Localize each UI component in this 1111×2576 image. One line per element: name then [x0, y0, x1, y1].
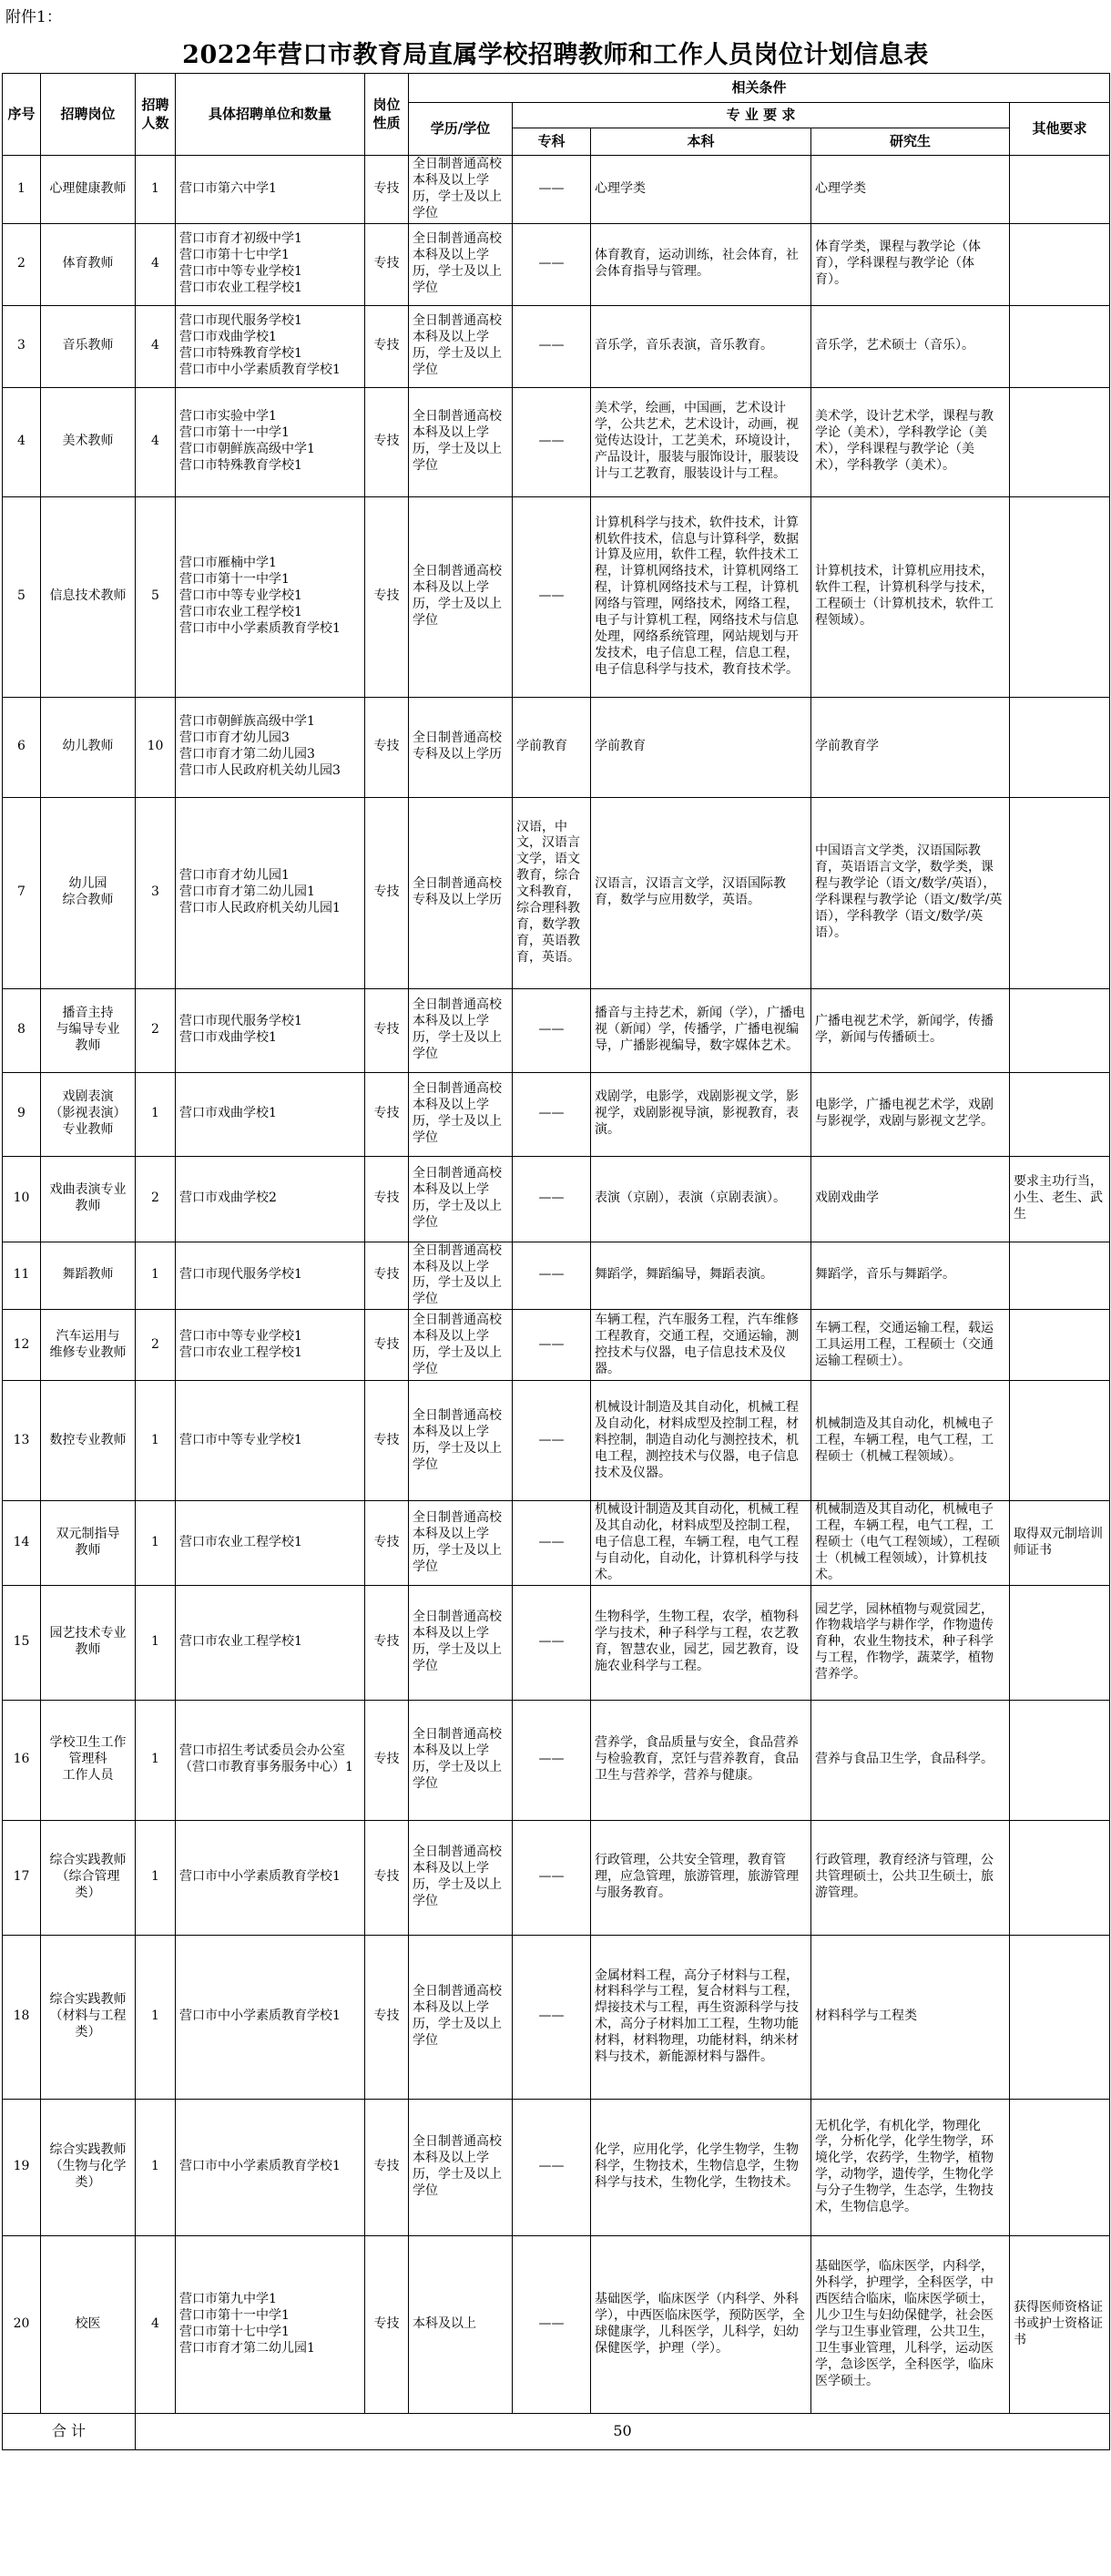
row-seq: 11: [3, 1242, 41, 1310]
row-seq: 17: [3, 1820, 41, 1935]
row-zhuanke: ——: [513, 1156, 591, 1242]
row-yanjiusheng: 材料科学与工程类: [811, 1935, 1010, 2099]
row-zhuanke: ——: [513, 305, 591, 387]
row-yanjiusheng: 美术学，设计艺术学，课程与教学论（美术），学科教学论（美术），学科课程与教学论（美术），学科教学（美术）。: [811, 387, 1010, 496]
row-yanjiusheng: 园艺学，园林植物与观赏园艺，作物栽培学与耕作学，作物遗传育种，农业生物技术，种子科学与工程，作物学，蔬菜学，植物营养学。: [811, 1585, 1010, 1700]
row-zhuanke: ——: [513, 1381, 591, 1501]
header-other: 其他要求: [1010, 103, 1110, 156]
table-row: [3, 1820, 1110, 1935]
row-count: 1: [136, 2099, 176, 2235]
row-zhuanke: ——: [513, 1820, 591, 1935]
row-yanjiusheng: 计算机技术，计算机应用技术，软件工程，计算机科学与技术，工程硕士（计算机技术，软件工程领域）。: [811, 496, 1010, 697]
row-zhuanke: ——: [513, 2099, 591, 2235]
row-count: 5: [136, 496, 176, 697]
row-benke: 机械设计制造及其自动化，机械工程及自动化，材料成型及控制工程，材料控制，制造自动化与测控技术，机电工程，测控技术与仪器，电子信息技术及仪器。: [591, 1381, 811, 1501]
row-benke: 音乐学，音乐表演，音乐教育。: [591, 305, 811, 387]
table-row: [3, 1501, 1110, 1586]
row-units: 营口市雁楠中学1 营口市第十一中学1 营口市中等专业学校1 营口市农业工程学校1 营口市中小学素质教育学校1: [176, 496, 365, 697]
row-nature: 专技: [365, 1585, 409, 1700]
row-position: 学校卫生工作 管理科 工作人员: [41, 1700, 136, 1820]
row-zhuanke: ——: [513, 1585, 591, 1700]
row-seq: 3: [3, 305, 41, 387]
row-other: [1010, 697, 1110, 797]
row-edu: 全日制普通高校专科及以上学历: [409, 797, 513, 988]
row-count: 1: [136, 1501, 176, 1586]
row-seq: 2: [3, 223, 41, 305]
header-count: 招聘 人数: [136, 74, 176, 156]
table-row: [3, 1935, 1110, 2099]
row-other: [1010, 1585, 1110, 1700]
row-nature: 专技: [365, 2235, 409, 2413]
row-yanjiusheng: 基础医学，临床医学，内科学，外科学，护理学，全科医学，中西医结合临床，临床医学硕士，儿少卫生与妇幼保健学，社会医学与卫生事业管理，公共卫生，卫生事业管理，儿科学，运动医学，急诊医学，全科医学，临床医学硕士。: [811, 2235, 1010, 2413]
row-other: 获得医师资格证书或护士资格证书: [1010, 2235, 1110, 2413]
row-edu: 全日制普通高校本科及以上学历，学士及以上学位: [409, 1072, 513, 1156]
row-units: 营口市现代服务学校1 营口市戏曲学校1 营口市特殊教育学校1 营口市中小学素质教育学校1: [176, 305, 365, 387]
row-other: [1010, 797, 1110, 988]
row-position: 戏剧表演 （影视表演） 专业教师: [41, 1072, 136, 1156]
row-yanjiusheng: 中国语言文学类，汉语国际教育，英语语言文学，数学类，课程与教学论（语文/数学/英语），学科课程与教学论（语文/数学/英语），学科教学（语文/数学/英语）。: [811, 797, 1010, 988]
row-nature: 专技: [365, 223, 409, 305]
row-edu: 全日制普通高校本科及以上学历，学士及以上学位: [409, 223, 513, 305]
row-nature: 专技: [365, 496, 409, 697]
total-label: 合 计: [3, 2413, 136, 2449]
row-units: 营口市第九中学1 营口市第十一中学1 营口市第十七中学1 营口市育才第二幼儿园1: [176, 2235, 365, 2413]
row-benke: 体育教育，运动训练，社会体育，社会体育指导与管理。: [591, 223, 811, 305]
row-seq: 20: [3, 2235, 41, 2413]
row-position: 舞蹈教师: [41, 1242, 136, 1310]
row-count: 1: [136, 1820, 176, 1935]
row-position: 体育教师: [41, 223, 136, 305]
table-row: [3, 387, 1110, 496]
row-position: 信息技术教师: [41, 496, 136, 697]
row-nature: 专技: [365, 1935, 409, 2099]
header-position: 招聘岗位: [41, 74, 136, 156]
row-benke: 基础医学，临床医学（内科学、外科学），中西医临床医学，预防医学，全球健康学，儿科医学，儿科学，妇幼保健医学，护理（学）。: [591, 2235, 811, 2413]
row-benke: 舞蹈学，舞蹈编导，舞蹈表演。: [591, 1242, 811, 1310]
total-row: [3, 2413, 1110, 2449]
row-count: 2: [136, 1156, 176, 1242]
row-seq: 6: [3, 697, 41, 797]
row-units: 营口市现代服务学校1 营口市戏曲学校1: [176, 988, 365, 1072]
row-seq: 18: [3, 1935, 41, 2099]
total-value: 50: [136, 2413, 1110, 2449]
row-yanjiusheng: 车辆工程，交通运输工程，载运工具运用工程，工程硕士（交通运输工程硕士）。: [811, 1310, 1010, 1381]
row-position: 幼儿教师: [41, 697, 136, 797]
row-zhuanke: 汉语，中文，汉语言文学，语文教育，综合文科教育，综合理科教育，数学教育，英语教育，英语。: [513, 797, 591, 988]
row-benke: 汉语言，汉语言文学，汉语国际教育，数学与应用数学，英语。: [591, 797, 811, 988]
row-units: 营口市戏曲学校2: [176, 1156, 365, 1242]
table-row: [3, 797, 1110, 988]
row-benke: 车辆工程，汽车服务工程，汽车维修工程教育，交通工程，交通运输，测控技术与仪器，电子信息技术及仪器。: [591, 1310, 811, 1381]
row-other: 取得双元制培训师证书: [1010, 1501, 1110, 1586]
table-row: [3, 2099, 1110, 2235]
row-seq: 19: [3, 2099, 41, 2235]
row-units: 营口市实验中学1 营口市第十一中学1 营口市朝鲜族高级中学1 营口市特殊教育学校1: [176, 387, 365, 496]
header-yanjiusheng: 研究生: [811, 128, 1010, 156]
row-zhuanke: ——: [513, 1072, 591, 1156]
row-other: [1010, 156, 1110, 224]
row-count: 1: [136, 1935, 176, 2099]
table-row: [3, 1156, 1110, 1242]
row-count: 4: [136, 305, 176, 387]
row-units: 营口市育才初级中学1 营口市第十七中学1 营口市中等专业学校1 营口市农业工程学校1: [176, 223, 365, 305]
table-row: [3, 1585, 1110, 1700]
row-edu: 全日制普通高校专科及以上学历: [409, 697, 513, 797]
row-position: 播音主持 与编导专业 教师: [41, 988, 136, 1072]
row-edu: 全日制普通高校本科及以上学历，学士及以上学位: [409, 1935, 513, 2099]
row-yanjiusheng: 心理学类: [811, 156, 1010, 224]
row-edu: 全日制普通高校本科及以上学历，学士及以上学位: [409, 156, 513, 224]
table-row: [3, 1242, 1110, 1310]
row-edu: 全日制普通高校本科及以上学历，学士及以上学位: [409, 1242, 513, 1310]
row-units: 营口市现代服务学校1: [176, 1242, 365, 1310]
row-nature: 专技: [365, 2099, 409, 2235]
row-count: 4: [136, 387, 176, 496]
row-units: 营口市戏曲学校1: [176, 1072, 365, 1156]
row-yanjiusheng: 无机化学，有机化学，物理化学，分析化学，化学生物学，环境化学，农药学，生物学，植物学，动物学，遗传学，生物化学与分子生物学，生态学，生物技术，生物信息学。: [811, 2099, 1010, 2235]
row-other: [1010, 1381, 1110, 1501]
row-benke: 生物科学，生物工程，农学，植物科学与技术，种子科学与工程，农艺教育，智慧农业，园艺，园艺教育，设施农业科学与工程。: [591, 1585, 811, 1700]
row-units: 营口市第六中学1: [176, 156, 365, 224]
row-position: 心理健康教师: [41, 156, 136, 224]
row-benke: 戏剧学，电影学，戏剧影视文学，影视学，戏剧影视导演，影视教育，表演。: [591, 1072, 811, 1156]
row-zhuanke: ——: [513, 156, 591, 224]
row-other: [1010, 387, 1110, 496]
row-units: 营口市中小学素质教育学校1: [176, 2099, 365, 2235]
header-benke: 本科: [591, 128, 811, 156]
row-zhuanke: ——: [513, 1501, 591, 1586]
row-other: [1010, 2099, 1110, 2235]
row-seq: 4: [3, 387, 41, 496]
row-nature: 专技: [365, 1310, 409, 1381]
row-count: 4: [136, 223, 176, 305]
row-benke: 金属材料工程，高分子材料与工程，材料科学与工程，复合材料与工程，焊接技术与工程，再生资源科学与技术，高分子材料加工工程，生物功能材料，材料物理，功能材料，纳米材料与技术，新能源材料与器件。: [591, 1935, 811, 2099]
attachment-label: 附件1：: [5, 8, 62, 26]
row-count: 1: [136, 156, 176, 224]
header-seq: 序号: [3, 74, 41, 156]
table-row: [3, 223, 1110, 305]
row-benke: 化学，应用化学，化学生物学，生物科学，生物技术，生物信息学，生物科学与技术，生物化学，生物技术。: [591, 2099, 811, 2235]
row-yanjiusheng: 舞蹈学，音乐与舞蹈学。: [811, 1242, 1010, 1310]
row-zhuanke: 学前教育: [513, 697, 591, 797]
row-benke: 表演（京剧），表演（京剧表演）。: [591, 1156, 811, 1242]
row-zhuanke: ——: [513, 1242, 591, 1310]
row-nature: 专技: [365, 156, 409, 224]
row-benke: 机械设计制造及其自动化，机械工程及其自动化，材料成型及控制工程，电子信息工程，车辆工程，电气工程与自动化，自动化，计算机科学与技术。: [591, 1501, 811, 1586]
row-seq: 1: [3, 156, 41, 224]
row-units: 营口市中等专业学校1: [176, 1381, 365, 1501]
row-seq: 16: [3, 1700, 41, 1820]
row-zhuanke: ——: [513, 988, 591, 1072]
row-benke: 心理学类: [591, 156, 811, 224]
row-seq: 12: [3, 1310, 41, 1381]
row-nature: 专技: [365, 387, 409, 496]
header-conditions: 相关条件: [409, 74, 1110, 103]
row-nature: 专技: [365, 1700, 409, 1820]
row-seq: 7: [3, 797, 41, 988]
row-units: 营口市招生考试委员会办公室（营口市教育事务服务中心）1: [176, 1700, 365, 1820]
table-body: [3, 156, 1110, 2450]
row-units: 营口市朝鲜族高级中学1 营口市育才幼儿园3 营口市育才第二幼儿园3 营口市人民政府机关幼儿园3: [176, 697, 365, 797]
row-other: [1010, 1072, 1110, 1156]
row-position: 综合实践教师 （综合管理 类）: [41, 1820, 136, 1935]
row-other: [1010, 1242, 1110, 1310]
row-other: [1010, 1820, 1110, 1935]
table-row: [3, 988, 1110, 1072]
row-edu: 全日制普通高校本科及以上学历，学士及以上学位: [409, 1310, 513, 1381]
row-other: [1010, 223, 1110, 305]
row-other: [1010, 988, 1110, 1072]
row-position: 美术教师: [41, 387, 136, 496]
row-nature: 专技: [365, 305, 409, 387]
row-benke: 行政管理，公共安全管理，教育管理，应急管理，旅游管理，旅游管理与服务教育。: [591, 1820, 811, 1935]
row-position: 汽车运用与 维修专业教师: [41, 1310, 136, 1381]
row-units: 营口市中小学素质教育学校1: [176, 1935, 365, 2099]
row-count: 1: [136, 1585, 176, 1700]
row-zhuanke: ——: [513, 1700, 591, 1820]
row-yanjiusheng: 音乐学，艺术硕士（音乐）。: [811, 305, 1010, 387]
row-units: 营口市农业工程学校1: [176, 1585, 365, 1700]
row-nature: 专技: [365, 1820, 409, 1935]
row-count: 3: [136, 797, 176, 988]
row-zhuanke: ——: [513, 223, 591, 305]
row-edu: 全日制普通高校本科及以上学历，学士及以上学位: [409, 1381, 513, 1501]
row-position: 综合实践教师 （生物与化学 类）: [41, 2099, 136, 2235]
row-yanjiusheng: 电影学，广播电视艺术学，戏剧与影视学，戏剧与影视文艺学。: [811, 1072, 1010, 1156]
row-yanjiusheng: 行政管理，教育经济与管理，公共管理硕士，公共卫生硕士，旅游管理。: [811, 1820, 1010, 1935]
row-seq: 10: [3, 1156, 41, 1242]
table-row: [3, 1700, 1110, 1820]
row-edu: 全日制普通高校本科及以上学历，学士及以上学位: [409, 496, 513, 697]
row-nature: 专技: [365, 697, 409, 797]
row-yanjiusheng: 机械制造及其自动化，机械电子工程，车辆工程，电气工程，工程硕士（机械工程领域）。: [811, 1381, 1010, 1501]
row-nature: 专技: [365, 1156, 409, 1242]
row-edu: 全日制普通高校本科及以上学历，学士及以上学位: [409, 305, 513, 387]
row-nature: 专技: [365, 1381, 409, 1501]
row-position: 园艺技术专业 教师: [41, 1585, 136, 1700]
row-other: [1010, 305, 1110, 387]
row-yanjiusheng: 广播电视艺术学，新闻学，传播学，新闻与传播硕士。: [811, 988, 1010, 1072]
row-edu: 全日制普通高校本科及以上学历，学士及以上学位: [409, 387, 513, 496]
table-row: [3, 156, 1110, 224]
row-position: 音乐教师: [41, 305, 136, 387]
row-edu: 全日制普通高校本科及以上学历，学士及以上学位: [409, 1820, 513, 1935]
row-zhuanke: ——: [513, 1310, 591, 1381]
row-benke: 播音与主持艺术，新闻（学），广播电视（新闻）学，传播学，广播电视编导，广播影视编导，数字媒体艺术。: [591, 988, 811, 1072]
table-row: [3, 305, 1110, 387]
row-count: 10: [136, 697, 176, 797]
row-count: 1: [136, 1700, 176, 1820]
header-nature: 岗位 性质: [365, 74, 409, 156]
row-zhuanke: ——: [513, 1935, 591, 2099]
table-row: [3, 1310, 1110, 1381]
row-edu: 全日制普通高校本科及以上学历，学士及以上学位: [409, 1156, 513, 1242]
row-nature: 专技: [365, 1501, 409, 1586]
row-seq: 9: [3, 1072, 41, 1156]
row-nature: 专技: [365, 1072, 409, 1156]
row-position: 校医: [41, 2235, 136, 2413]
row-seq: 13: [3, 1381, 41, 1501]
table-row: [3, 496, 1110, 697]
row-edu: 全日制普通高校本科及以上学历，学士及以上学位: [409, 2099, 513, 2235]
header-units: 具体招聘单位和数量: [176, 74, 365, 156]
row-benke: 计算机科学与技术，软件技术，计算机软件技术，信息与计算科学，数据计算及应用，软件工程，软件技术工程，计算机网络技术，计算机网络工程，计算机网络技术与工程，计算机网络与管理，网络技术，网络工程，电子与计算机工程，网络技术与信息处理，网络系统管理，网站规划与开发技术，电子信息工程，信息工程，电子信息科学与技术，教育技术学。: [591, 496, 811, 697]
row-edu: 全日制普通高校本科及以上学历，学士及以上学位: [409, 988, 513, 1072]
row-benke: 营养学，食品质量与安全，食品营养与检验教育，烹饪与营养教育，食品卫生与营养学，营养与健康。: [591, 1700, 811, 1820]
recruitment-table: [2, 73, 1110, 2450]
row-zhuanke: ——: [513, 2235, 591, 2413]
row-benke: 美术学，绘画，中国画，艺术设计学，公共艺术，艺术设计，动画，视觉传达设计，工艺美术，环境设计，产品设计，服装与服饰设计，服装设计与工艺教育，服装设计与工程。: [591, 387, 811, 496]
row-zhuanke: ——: [513, 496, 591, 697]
row-count: 1: [136, 1381, 176, 1501]
page-title: 2022年营口市教育局直属学校招聘教师和工作人员岗位计划信息表: [182, 41, 929, 69]
row-units: 营口市农业工程学校1: [176, 1501, 365, 1586]
row-position: 戏曲表演专业 教师: [41, 1156, 136, 1242]
row-count: 4: [136, 2235, 176, 2413]
row-position: 综合实践教师 （材料与工程 类）: [41, 1935, 136, 2099]
row-position: 双元制指导 教师: [41, 1501, 136, 1586]
row-other: 要求主功行当，小生、老生、武生: [1010, 1156, 1110, 1242]
row-yanjiusheng: 体育学类，课程与教学论（体育），学科课程与教学论（体育）。: [811, 223, 1010, 305]
row-edu: 全日制普通高校本科及以上学历，学士及以上学位: [409, 1501, 513, 1586]
row-seq: 8: [3, 988, 41, 1072]
row-yanjiusheng: 戏剧戏曲学: [811, 1156, 1010, 1242]
row-edu: 全日制普通高校本科及以上学历，学士及以上学位: [409, 1585, 513, 1700]
row-nature: 专技: [365, 1242, 409, 1310]
row-yanjiusheng: 机械制造及其自动化，机械电子工程，车辆工程，电气工程，工程硕士（电气工程领域），工程硕士（机械工程领域），计算机技术。: [811, 1501, 1010, 1586]
header-zhuanke: 专科: [513, 128, 591, 156]
row-other: [1010, 1700, 1110, 1820]
row-other: [1010, 1935, 1110, 2099]
row-units: 营口市中等专业学校1 营口市农业工程学校1: [176, 1310, 365, 1381]
row-nature: 专技: [365, 797, 409, 988]
table-row: [3, 1072, 1110, 1156]
row-position: 幼儿园 综合教师: [41, 797, 136, 988]
header-major: 专 业 要 求: [513, 103, 1010, 128]
row-other: [1010, 1310, 1110, 1381]
row-edu: 本科及以上: [409, 2235, 513, 2413]
row-other: [1010, 496, 1110, 697]
row-units: 营口市中小学素质教育学校1: [176, 1820, 365, 1935]
row-count: 2: [136, 1310, 176, 1381]
row-seq: 15: [3, 1585, 41, 1700]
row-nature: 专技: [365, 988, 409, 1072]
row-yanjiusheng: 营养与食品卫生学，食品科学。: [811, 1700, 1010, 1820]
table-row: [3, 697, 1110, 797]
row-count: 1: [136, 1242, 176, 1310]
row-position: 数控专业教师: [41, 1381, 136, 1501]
row-benke: 学前教育: [591, 697, 811, 797]
row-yanjiusheng: 学前教育学: [811, 697, 1010, 797]
row-seq: 14: [3, 1501, 41, 1586]
table-row: [3, 2235, 1110, 2413]
row-count: 1: [136, 1072, 176, 1156]
row-units: 营口市育才幼儿园1 营口市育才第二幼儿园1 营口市人民政府机关幼儿园1: [176, 797, 365, 988]
row-zhuanke: ——: [513, 387, 591, 496]
row-seq: 5: [3, 496, 41, 697]
row-edu: 全日制普通高校本科及以上学历，学士及以上学位: [409, 1700, 513, 1820]
row-count: 2: [136, 988, 176, 1072]
header-edu: 学历/学位: [409, 103, 513, 156]
table-row: [3, 1381, 1110, 1501]
